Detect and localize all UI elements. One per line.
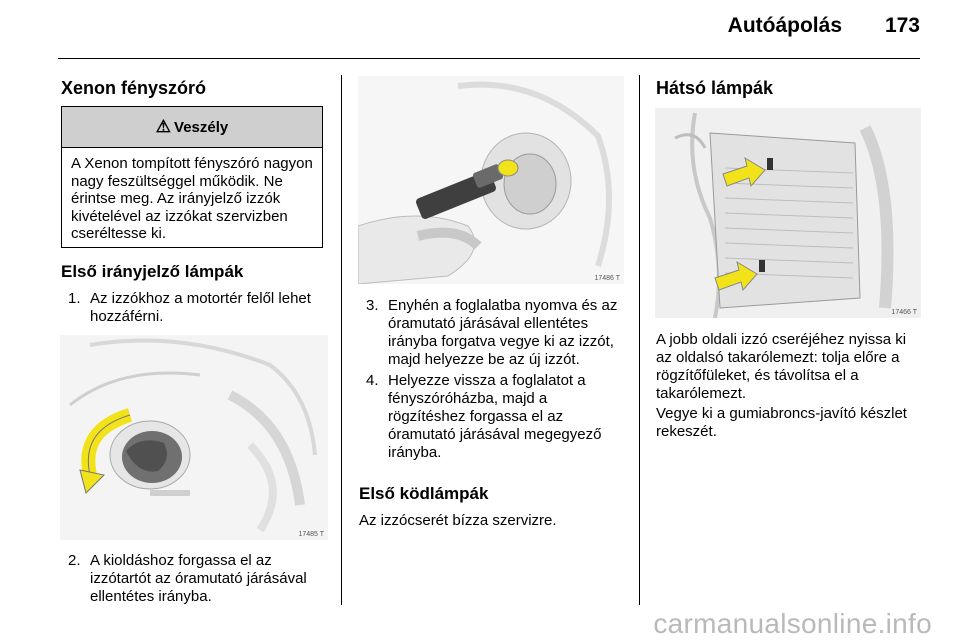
section-title-xenon: Xenon fényszóró [61,78,207,98]
rear-lamps-text-2: Vegye ki a gumiabroncs-javító készlet rekeszét. [656,405,907,440]
figure-code: 17485 T [298,531,324,538]
rear-lamps-text-1: A jobb oldali izzó cseréjéhez nyissa ki az oldalsó takarólemezt: tolja előre a rögzítőfüleket, és távolítsa el a takarólemezt. [656,331,907,402]
list-number: 3. [366,297,379,314]
list-number: 2. [68,552,81,569]
figure-bulb-removal [358,76,624,284]
warning-header [62,107,322,148]
list-text: Helyezze vissza a foglalatot a fényszóróházba, majd a rögzítéshez forgassa el az óramutató járásával megegyező irányba. [388,372,602,461]
list-text: Enyhén a foglalatba nyomva és az óramutató járásával ellentétes irányba forgatva vegye ki az izzót, majd helyezze be az új izzót. [388,297,618,368]
list-item-3 [366,297,628,369]
bulb-removal-illustration [358,76,624,284]
figure-code: 17466 T [891,309,917,316]
figure-code: 17486 T [594,275,620,282]
column-divider-right [639,75,640,605]
list-item-4 [366,372,628,462]
warning-text: A Xenon tompított fényszóró nagyon nagy feszültséggel működik. Ne érintse meg. Az irányjelző izzók kivételével az izzókat szervizben cseréltesse ki. [71,155,313,242]
subhead-front-indicators: Első irányjelző lámpák [61,262,244,281]
figure-indicator-holder [60,335,328,540]
subhead-fog-lamps: Első ködlámpák [359,484,489,503]
rear-cover-illustration [655,108,921,318]
section-title-rear-lamps: Hátsó lámpák [656,78,774,98]
chapter-title: Autóápolás [727,14,842,37]
warning-box [61,106,323,248]
warning-triangle-icon: ⚠ [155,117,172,136]
list-text: A kioldáshoz forgassa el az izzótartót az óramutató járásával ellentétes irányba. [90,552,307,605]
list-item-2 [68,552,330,606]
indicator-holder-illustration [60,335,328,540]
fog-lamps-text: Az izzócserét bízza szervizre. [359,512,557,529]
figure-rear-cover [655,108,921,318]
list-number: 1. [68,290,81,307]
warning-title: Veszély [174,118,229,136]
list-item-1 [68,290,330,326]
page-number: 173 [884,14,920,37]
watermark: carmanualsonline.info [653,608,932,639]
header-rule [58,58,920,59]
list-text: Az izzókhoz a motortér felől lehet hozzáférni. [90,290,311,325]
list-number: 4. [366,372,379,389]
column-divider-left [341,75,342,605]
